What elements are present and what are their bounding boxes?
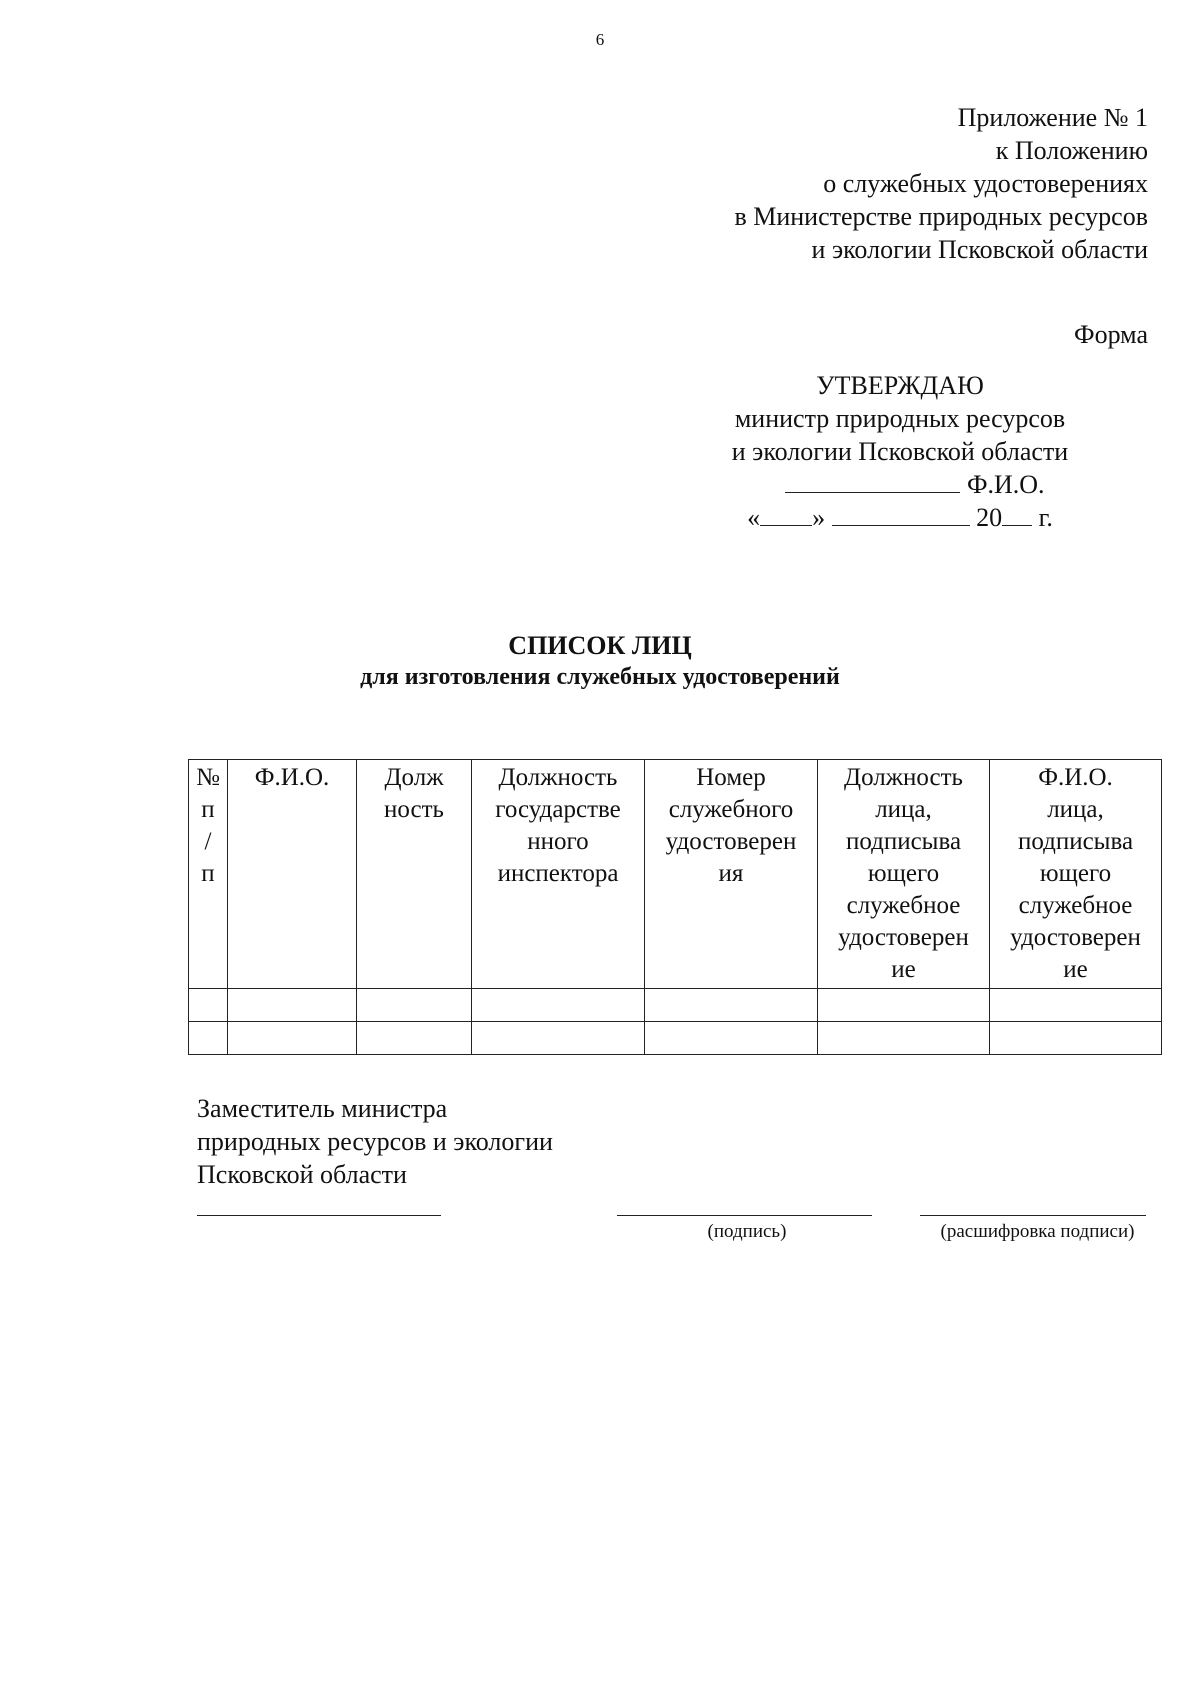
document-subtitle: для изготовления служебных удостоверений [360, 664, 840, 690]
table-cell [818, 989, 990, 1022]
date-quote-open: « [747, 503, 761, 532]
table-cell [228, 989, 357, 1022]
signer-block [197, 1092, 553, 1191]
header-fio: Ф.И.О. [228, 760, 357, 989]
appendix-line: Приложение № 1 [957, 103, 1148, 132]
date-year-prefix: 20 [976, 503, 1003, 532]
appendix-line: и экологии Псковской области [811, 235, 1148, 264]
table-cell [472, 1022, 645, 1055]
date-year-blank [1002, 501, 1032, 526]
table-header-row [189, 760, 1162, 989]
table-cell [990, 989, 1162, 1022]
page-number: 6 [595, 30, 605, 49]
header-number: № п / п [189, 760, 228, 989]
table-cell [990, 1022, 1162, 1055]
table-cell [189, 989, 228, 1022]
approval-title: УТВЕРЖДАЮ [816, 371, 984, 400]
table-row [189, 989, 1162, 1022]
date-year-suffix: г. [1038, 503, 1053, 532]
approver-signature-blank [785, 468, 960, 493]
table-cell [645, 1022, 818, 1055]
appendix-reference [734, 101, 1148, 266]
approver-fio: Ф.И.О. [966, 470, 1045, 499]
signature-decoding-line [920, 1215, 1146, 1216]
signature-decoding-caption: (расшифровка подписи) [940, 1221, 1135, 1242]
table-cell [472, 989, 645, 1022]
date-quote-close: » [812, 503, 826, 532]
signer-line: Псковской области [197, 1160, 407, 1189]
approval-block [690, 369, 1110, 534]
appendix-line: в Министерстве природных ресурсов [734, 202, 1148, 231]
signer-line: природных ресурсов и экологии [197, 1127, 553, 1156]
appendix-line: о служебных удостоверениях [823, 169, 1148, 198]
document-title: СПИСОК ЛИЦ [508, 631, 692, 660]
header-certificate-number: Номер служебного удостоверен ия [645, 760, 818, 989]
table-row [189, 1022, 1162, 1055]
approver-signature-row [690, 468, 1110, 501]
table-cell [645, 989, 818, 1022]
approver-position-line: министр природных ресурсов [734, 404, 1066, 433]
appendix-line: к Положению [995, 136, 1148, 165]
form-label: Форма [1074, 320, 1148, 349]
table-cell [228, 1022, 357, 1055]
date-day-blank [760, 501, 812, 526]
table-cell [357, 989, 472, 1022]
date-month-blank [832, 501, 970, 526]
header-signer-position: Должность лица, подписыва ющего служебное удостоверен ие [818, 760, 990, 989]
header-position: Долж ность [357, 760, 472, 989]
approver-position-line: и экологии Псковской области [731, 437, 1069, 466]
signature-caption: (подпись) [707, 1221, 787, 1242]
header-inspector-position: Должность государстве нного инспектора [472, 760, 645, 989]
approval-date-row [690, 501, 1110, 534]
persons-table [188, 759, 1162, 1055]
position-signature-line [197, 1215, 441, 1216]
table-cell [818, 1022, 990, 1055]
table-cell [357, 1022, 472, 1055]
signer-line: Заместитель министра [197, 1094, 448, 1123]
header-signer-fio: Ф.И.О. лица, подписыва ющего служебное удостоверен ие [990, 760, 1162, 989]
table-cell [189, 1022, 228, 1055]
signature-line [617, 1215, 872, 1216]
